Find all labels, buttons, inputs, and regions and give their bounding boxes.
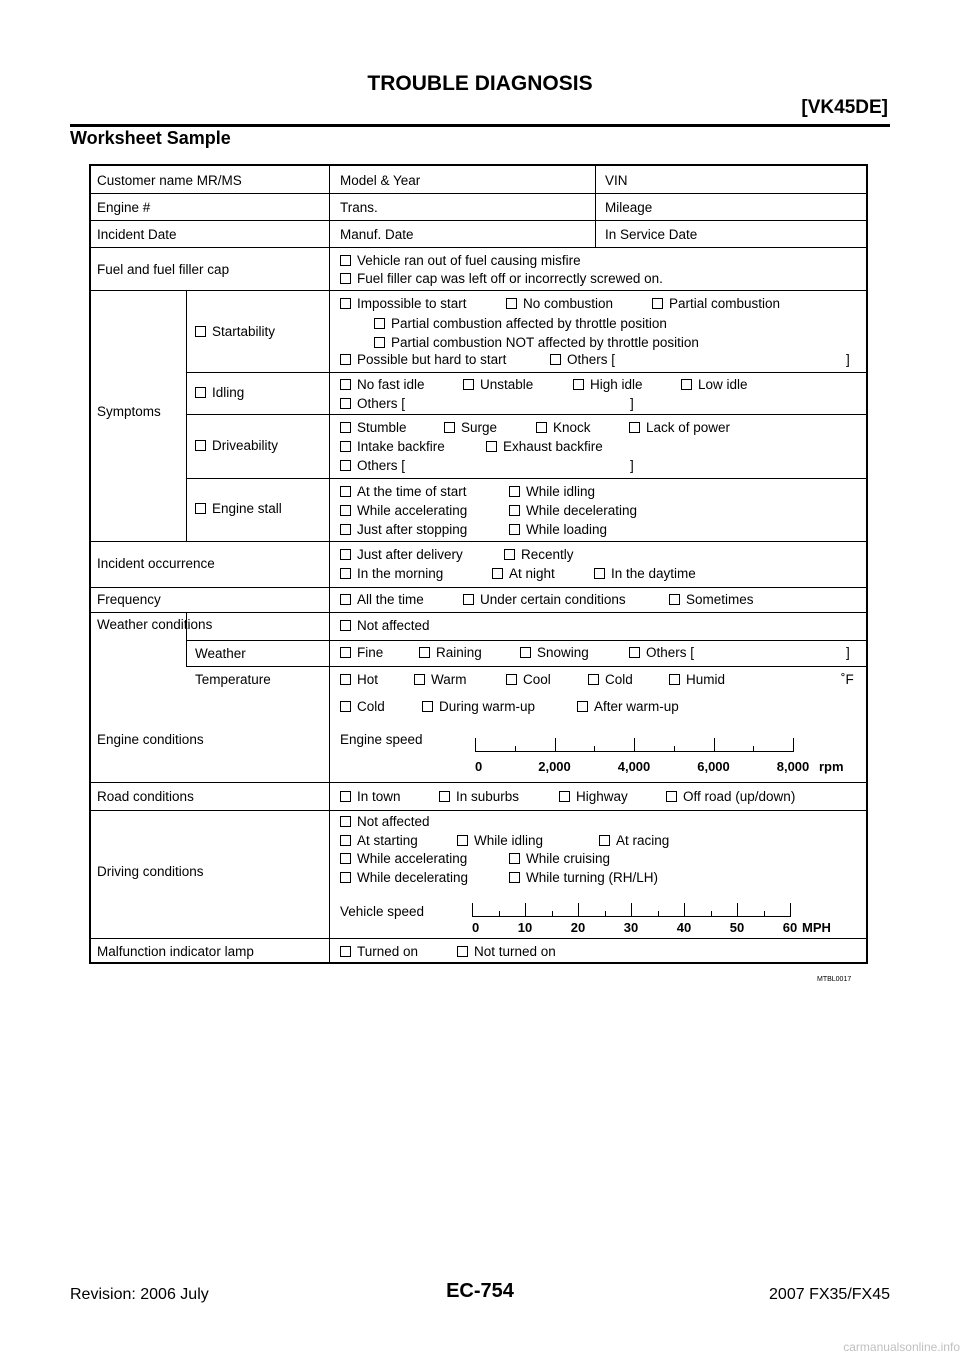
manuf-date-label: Manuf. Date bbox=[340, 227, 414, 242]
checkbox-icon[interactable] bbox=[629, 647, 640, 658]
scale-label: 30 bbox=[623, 920, 639, 935]
fuel-option[interactable]: Fuel filler cap was left off or incorrectly screwed on. bbox=[340, 271, 663, 287]
checkbox-icon[interactable] bbox=[340, 273, 351, 284]
checkbox-icon[interactable] bbox=[340, 620, 351, 631]
checkbox-icon[interactable] bbox=[340, 853, 351, 864]
temperature-option[interactable]: Hot bbox=[340, 672, 378, 688]
scale-label: 0 bbox=[472, 920, 480, 935]
engine-stall-option[interactable]: Just after stopping bbox=[340, 522, 467, 538]
grid-line bbox=[91, 810, 868, 811]
scale-major-tick bbox=[472, 903, 473, 917]
startability-option[interactable]: Possible but hard to start bbox=[340, 352, 506, 368]
engine-stall-option[interactable]: While accelerating bbox=[340, 503, 467, 519]
checkbox-icon[interactable] bbox=[588, 674, 599, 685]
grid-line bbox=[186, 478, 868, 479]
scale-minor-tick bbox=[594, 746, 595, 752]
model-year-label: Model & Year bbox=[340, 173, 421, 188]
road-conditions-label: Road conditions bbox=[97, 789, 194, 804]
driving-option[interactable]: While turning (RH/LH) bbox=[509, 870, 658, 886]
customer-name-label: Customer name MR/MS bbox=[97, 173, 242, 188]
checkbox-icon[interactable] bbox=[340, 460, 351, 471]
weather-label: Weather bbox=[195, 646, 246, 661]
scale-label: 6,000 bbox=[697, 759, 730, 774]
checkbox-icon[interactable] bbox=[340, 791, 351, 802]
checkbox-icon[interactable] bbox=[666, 791, 677, 802]
engine-speed-scale bbox=[475, 738, 793, 752]
grid-line bbox=[91, 612, 868, 613]
temperature-option[interactable]: Humid bbox=[669, 672, 725, 688]
weather-conditions-label: Weather conditions bbox=[97, 617, 213, 632]
checkbox-icon[interactable] bbox=[340, 379, 351, 390]
scale-major-tick bbox=[684, 903, 685, 917]
checkbox-icon[interactable] bbox=[509, 486, 520, 497]
weather-option[interactable]: Raining bbox=[419, 645, 482, 661]
incident-option[interactable]: At night bbox=[492, 566, 555, 582]
checkbox-icon[interactable] bbox=[340, 674, 351, 685]
vin-label: VIN bbox=[605, 173, 628, 188]
fuel-option[interactable]: Vehicle ran out of fuel causing misfire bbox=[340, 253, 581, 269]
idling-option[interactable]: Low idle bbox=[681, 377, 748, 393]
scale-major-tick bbox=[578, 903, 579, 917]
driving-option[interactable]: At racing bbox=[599, 833, 669, 849]
road-option[interactable]: In suburbs bbox=[439, 789, 519, 805]
checkbox-icon[interactable] bbox=[340, 422, 351, 433]
in-service-date-label: In Service Date bbox=[605, 227, 698, 242]
checkbox-icon[interactable] bbox=[463, 594, 474, 605]
checkbox-icon[interactable] bbox=[195, 440, 206, 451]
weather-option[interactable]: Snowing bbox=[520, 645, 589, 661]
weather-option[interactable]: Not affected bbox=[340, 618, 430, 634]
checkbox-icon[interactable] bbox=[577, 701, 588, 712]
driving-option[interactable]: While cruising bbox=[509, 851, 610, 867]
incident-option[interactable]: In the daytime bbox=[594, 566, 696, 582]
checkbox-icon[interactable] bbox=[340, 872, 351, 883]
checkbox-icon[interactable] bbox=[374, 337, 385, 348]
scale-minor-tick bbox=[753, 746, 754, 752]
checkbox-icon[interactable] bbox=[439, 791, 450, 802]
checkbox-icon[interactable] bbox=[594, 568, 605, 579]
idling-option[interactable]: Others [ bbox=[340, 396, 405, 412]
driveability-option[interactable]: Intake backfire bbox=[340, 439, 445, 455]
scale-minor-tick bbox=[658, 911, 659, 917]
scale-label: 20 bbox=[570, 920, 586, 935]
frequency-option[interactable]: Sometimes bbox=[669, 592, 754, 608]
scale-label: 40 bbox=[676, 920, 692, 935]
checkbox-icon[interactable] bbox=[506, 674, 517, 685]
idling-option[interactable]: Idling bbox=[195, 385, 244, 401]
engine-conditions-label: Engine conditions bbox=[97, 732, 204, 747]
engine-condition-option[interactable]: During warm-up bbox=[422, 699, 535, 715]
scale-major-tick bbox=[737, 903, 738, 917]
checkbox-icon[interactable] bbox=[340, 701, 351, 712]
worksheet-form bbox=[89, 164, 868, 964]
scale-major-tick bbox=[790, 903, 791, 917]
checkbox-icon[interactable] bbox=[340, 486, 351, 497]
startability-option[interactable]: Startability bbox=[195, 324, 275, 340]
engine-stall-option[interactable]: While loading bbox=[509, 522, 607, 538]
temperature-label: Temperature bbox=[195, 672, 271, 687]
driveability-option[interactable]: Others [ bbox=[340, 458, 405, 474]
others-close-bracket: ] bbox=[846, 352, 850, 367]
grid-line bbox=[186, 372, 868, 373]
checkbox-icon[interactable] bbox=[340, 647, 351, 658]
checkbox-icon[interactable] bbox=[422, 701, 433, 712]
temperature-unit: ˚F bbox=[841, 672, 854, 687]
driveability-option[interactable]: Exhaust backfire bbox=[486, 439, 603, 455]
incident-option[interactable]: In the morning bbox=[340, 566, 443, 582]
vehicle-speed-scale-labels bbox=[472, 920, 852, 938]
grid-line bbox=[91, 541, 868, 542]
scale-unit: rpm bbox=[819, 759, 844, 774]
scale-major-tick bbox=[631, 903, 632, 917]
scale-label: 60 bbox=[782, 920, 798, 935]
checkbox-icon[interactable] bbox=[536, 422, 547, 433]
idling-option[interactable]: High idle bbox=[573, 377, 643, 393]
checkbox-icon[interactable] bbox=[414, 674, 425, 685]
worksheet-title: Worksheet Sample bbox=[70, 128, 231, 148]
driveability-option[interactable]: Stumble bbox=[340, 420, 407, 436]
checkbox-icon[interactable] bbox=[340, 524, 351, 535]
scale-label: 4,000 bbox=[617, 759, 651, 774]
grid-line bbox=[186, 666, 868, 667]
engine-stall-option[interactable]: Engine stall bbox=[195, 501, 282, 517]
checkbox-icon[interactable] bbox=[520, 647, 531, 658]
mileage-label: Mileage bbox=[605, 200, 653, 215]
checkbox-icon[interactable] bbox=[340, 354, 351, 365]
checkbox-icon[interactable] bbox=[419, 647, 430, 658]
page-number: EC-754 bbox=[446, 1280, 514, 1302]
frequency-option[interactable]: All the time bbox=[340, 592, 424, 608]
engine-condition-option[interactable]: Cold bbox=[340, 699, 385, 715]
temperature-option[interactable]: Warm bbox=[414, 672, 467, 688]
vehicle-speed-label: Vehicle speed bbox=[340, 904, 425, 919]
footer-revision: Revision: 2006 July bbox=[70, 1286, 209, 1303]
frequency-option[interactable]: Under certain conditions bbox=[463, 592, 626, 608]
checkbox-icon[interactable] bbox=[509, 524, 520, 535]
engine-stall-option[interactable]: At the time of start bbox=[340, 484, 467, 500]
driveability-option[interactable]: Driveability bbox=[195, 438, 278, 454]
scale-major-tick bbox=[555, 738, 556, 752]
road-option[interactable]: In town bbox=[340, 789, 401, 805]
checkbox-icon[interactable] bbox=[340, 398, 351, 409]
vehicle-speed-scale bbox=[472, 903, 790, 917]
road-option[interactable]: Off road (up/down) bbox=[666, 789, 795, 805]
trans-label: Trans. bbox=[340, 200, 378, 215]
scale-minor-tick bbox=[605, 911, 606, 917]
others-close-bracket: ] bbox=[630, 458, 634, 473]
checkbox-icon[interactable] bbox=[599, 835, 610, 846]
grid-line bbox=[595, 166, 596, 247]
checkbox-icon[interactable] bbox=[444, 422, 455, 433]
scale-label: 50 bbox=[729, 920, 745, 935]
header-rule bbox=[70, 124, 890, 127]
checkbox-icon[interactable] bbox=[509, 872, 520, 883]
idling-option[interactable]: Unstable bbox=[463, 377, 533, 393]
watermark: carmanualsonline.info bbox=[843, 1340, 960, 1354]
footer-model: 2007 FX35/FX45 bbox=[769, 1286, 890, 1303]
grid-line bbox=[91, 938, 868, 939]
scale-unit: MPH bbox=[802, 920, 831, 935]
checkbox-icon[interactable] bbox=[195, 326, 206, 337]
page-title: TROUBLE DIAGNOSIS bbox=[367, 72, 593, 95]
grid-line bbox=[186, 640, 868, 641]
engine-number-label: Engine # bbox=[97, 200, 151, 215]
grid-line bbox=[186, 290, 187, 541]
grid-line bbox=[91, 290, 868, 291]
grid-line bbox=[329, 166, 330, 964]
checkbox-icon[interactable] bbox=[506, 298, 517, 309]
scale-label: 8,000 bbox=[776, 759, 810, 774]
driveability-option[interactable]: Lack of power bbox=[629, 420, 730, 436]
checkbox-icon[interactable] bbox=[340, 835, 351, 846]
scale-major-tick bbox=[793, 738, 794, 752]
scale-label: 2,000 bbox=[538, 759, 571, 774]
driving-option[interactable]: At starting bbox=[340, 833, 418, 849]
mil-option[interactable]: Not turned on bbox=[457, 944, 556, 960]
checkbox-icon[interactable] bbox=[340, 255, 351, 266]
temperature-option[interactable]: Cool bbox=[506, 672, 551, 688]
frequency-label: Frequency bbox=[97, 592, 161, 607]
checkbox-icon[interactable] bbox=[195, 387, 206, 398]
fuel-label: Fuel and fuel filler cap bbox=[97, 262, 230, 277]
others-close-bracket: ] bbox=[630, 396, 634, 411]
driving-option[interactable]: While idling bbox=[457, 833, 543, 849]
startability-option[interactable]: Partial combustion NOT affected by throttle position bbox=[374, 335, 699, 351]
checkbox-icon[interactable] bbox=[492, 568, 503, 579]
startability-option[interactable]: Partial combustion bbox=[652, 296, 780, 312]
checkbox-icon[interactable] bbox=[340, 594, 351, 605]
weather-option[interactable]: Fine bbox=[340, 645, 383, 661]
scale-major-tick bbox=[525, 903, 526, 917]
weather-option[interactable]: Others [ bbox=[629, 645, 694, 661]
checkbox-icon[interactable] bbox=[669, 674, 680, 685]
scale-major-tick bbox=[634, 738, 635, 752]
scale-minor-tick bbox=[711, 911, 712, 917]
checkbox-icon[interactable] bbox=[681, 379, 692, 390]
checkbox-icon[interactable] bbox=[457, 946, 468, 957]
mil-option[interactable]: Turned on bbox=[340, 944, 418, 960]
road-option[interactable]: Highway bbox=[559, 789, 628, 805]
checkbox-icon[interactable] bbox=[340, 298, 351, 309]
checkbox-icon[interactable] bbox=[374, 318, 385, 329]
driveability-option[interactable]: Surge bbox=[444, 420, 497, 436]
checkbox-icon[interactable] bbox=[457, 835, 468, 846]
engine-condition-option[interactable]: After warm-up bbox=[577, 699, 679, 715]
scale-minor-tick bbox=[674, 746, 675, 752]
driving-option[interactable]: While accelerating bbox=[340, 851, 467, 867]
grid-line bbox=[91, 782, 868, 783]
engine-stall-option[interactable]: While idling bbox=[509, 484, 595, 500]
scale-label: 10 bbox=[517, 920, 533, 935]
scale-major-tick bbox=[475, 738, 476, 752]
scale-minor-tick bbox=[515, 746, 516, 752]
temperature-option[interactable]: Cold bbox=[588, 672, 633, 688]
checkbox-icon[interactable] bbox=[340, 816, 351, 827]
checkbox-icon[interactable] bbox=[504, 549, 515, 560]
grid-line bbox=[186, 414, 868, 415]
scale-label: 0 bbox=[475, 759, 483, 774]
checkbox-icon[interactable] bbox=[509, 853, 520, 864]
incident-occurrence-label: Incident occurrence bbox=[97, 556, 215, 571]
checkbox-icon[interactable] bbox=[340, 441, 351, 452]
section-code: [VK45DE] bbox=[801, 97, 888, 118]
startability-option[interactable]: No combustion bbox=[506, 296, 613, 312]
driving-option[interactable]: While decelerating bbox=[340, 870, 468, 886]
checkbox-icon[interactable] bbox=[340, 568, 351, 579]
incident-option[interactable]: Recently bbox=[504, 547, 574, 563]
checkbox-icon[interactable] bbox=[559, 791, 570, 802]
checkbox-icon[interactable] bbox=[652, 298, 663, 309]
startability-option[interactable]: Others [ bbox=[550, 352, 615, 368]
startability-option[interactable]: Impossible to start bbox=[340, 296, 467, 312]
checkbox-icon[interactable] bbox=[573, 379, 584, 390]
checkbox-icon[interactable] bbox=[340, 549, 351, 560]
others-close-bracket: ] bbox=[846, 645, 850, 660]
driving-option[interactable]: Not affected bbox=[340, 814, 430, 830]
incident-date-label: Incident Date bbox=[97, 227, 177, 242]
checkbox-icon[interactable] bbox=[509, 505, 520, 516]
engine-speed-label: Engine speed bbox=[340, 732, 423, 747]
incident-option[interactable]: Just after delivery bbox=[340, 547, 463, 563]
grid-line bbox=[91, 193, 868, 194]
engine-stall-option[interactable]: While decelerating bbox=[509, 503, 637, 519]
symptoms-label: Symptoms bbox=[97, 404, 161, 419]
checkbox-icon[interactable] bbox=[550, 354, 561, 365]
grid-line bbox=[91, 587, 868, 588]
checkbox-icon[interactable] bbox=[195, 503, 206, 514]
checkbox-icon[interactable] bbox=[340, 946, 351, 957]
mil-label: Malfunction indicator lamp bbox=[97, 944, 254, 959]
scale-minor-tick bbox=[499, 911, 500, 917]
checkbox-icon[interactable] bbox=[669, 594, 680, 605]
driving-conditions-label: Driving conditions bbox=[97, 864, 204, 879]
scale-minor-tick bbox=[552, 911, 553, 917]
scale-minor-tick bbox=[764, 911, 765, 917]
engine-speed-scale-labels bbox=[475, 759, 855, 777]
checkbox-icon[interactable] bbox=[340, 505, 351, 516]
figure-id: MTBL0017 bbox=[817, 976, 852, 983]
checkbox-icon[interactable] bbox=[463, 379, 474, 390]
idling-option[interactable]: No fast idle bbox=[340, 377, 425, 393]
scale-major-tick bbox=[714, 738, 715, 752]
driveability-option[interactable]: Knock bbox=[536, 420, 591, 436]
checkbox-icon[interactable] bbox=[629, 422, 640, 433]
grid-line bbox=[91, 247, 868, 248]
startability-option[interactable]: Partial combustion affected by throttle position bbox=[374, 316, 667, 332]
checkbox-icon[interactable] bbox=[486, 441, 497, 452]
grid-line bbox=[91, 220, 868, 221]
